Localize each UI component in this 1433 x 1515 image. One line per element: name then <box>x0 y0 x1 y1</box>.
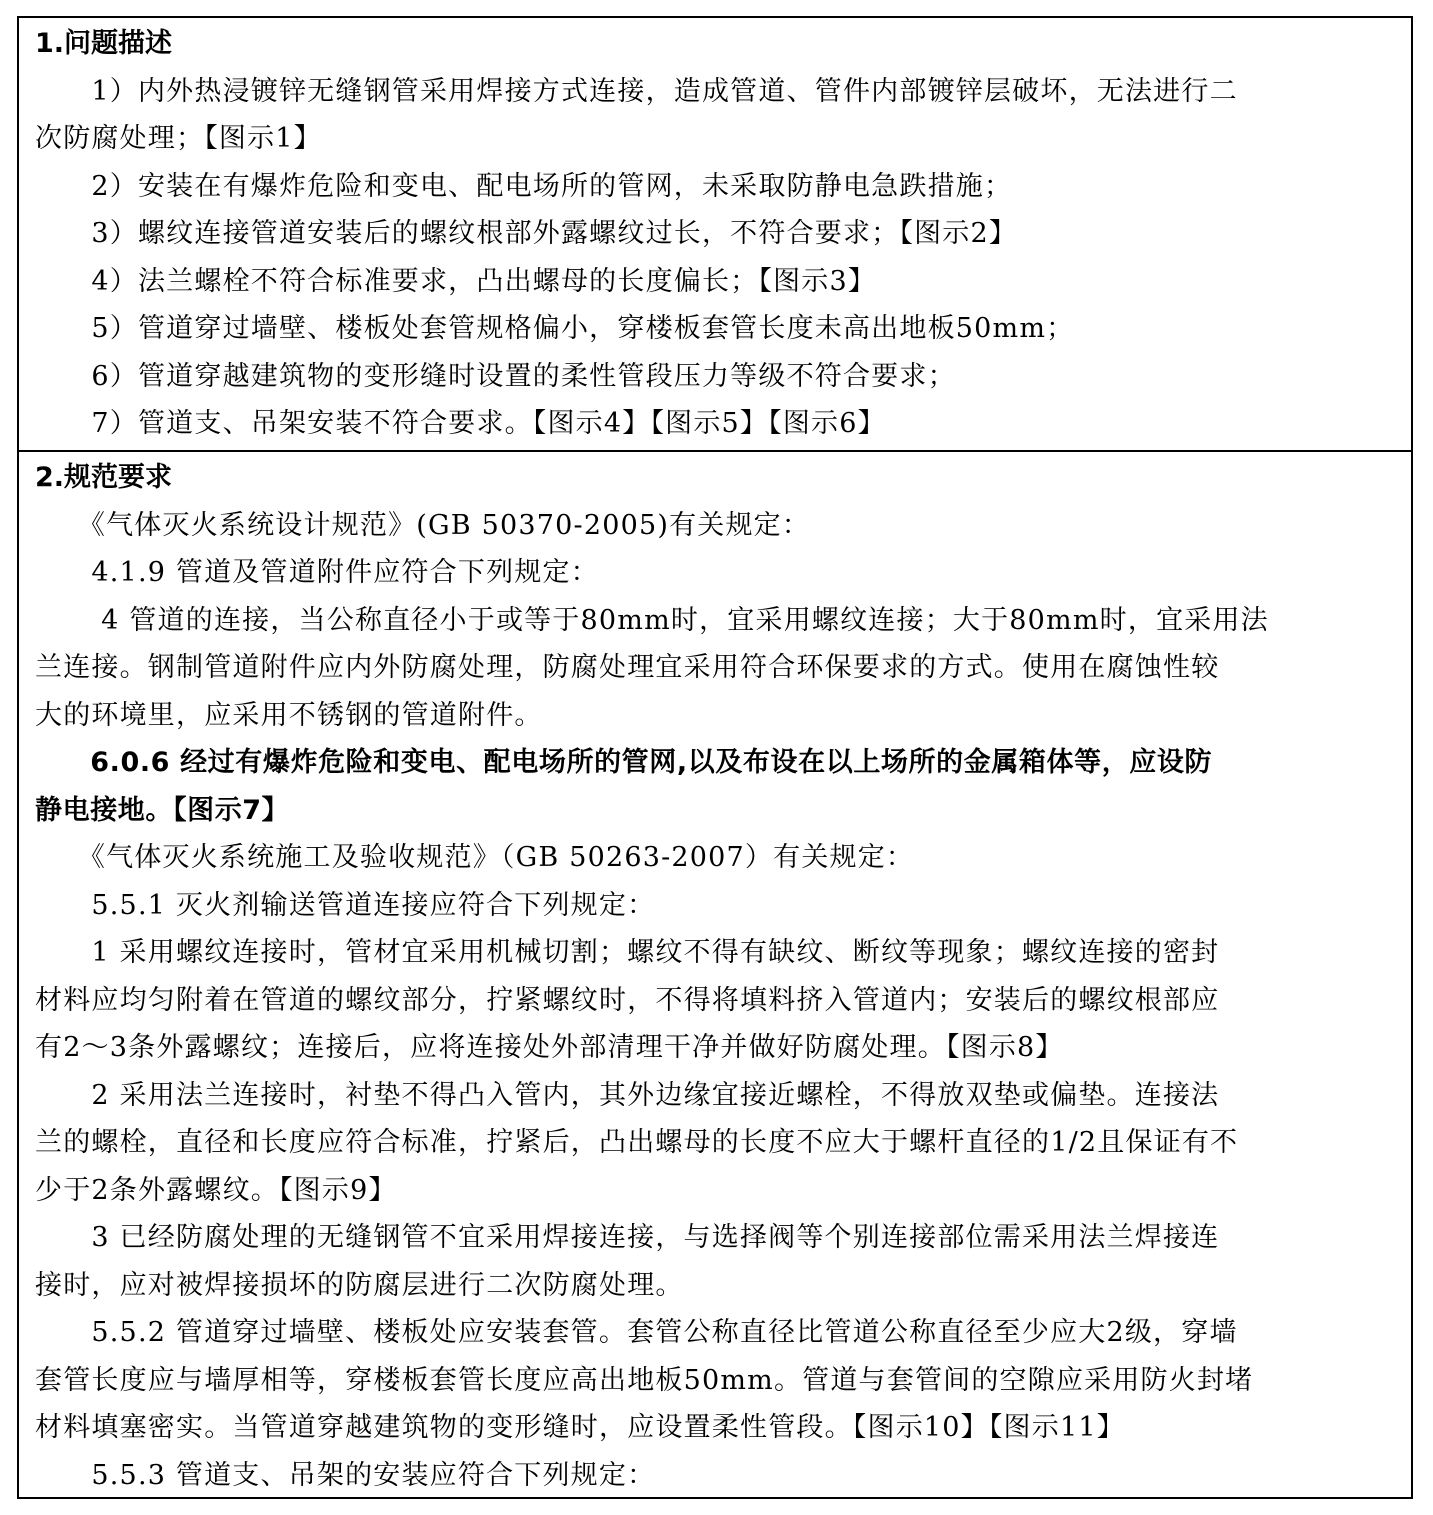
text-line: 7）管道支、吊架安装不符合要求。【图示4】【图示5】【图示6】 <box>35 408 886 439</box>
text-line: 兰的螺栓，直径和长度应符合标准，拧紧后，凸出螺母的长度不应大于螺杆直径的1/2且保证有不 <box>35 1127 1239 1158</box>
section-title: 2.规范要求 <box>35 462 173 493</box>
bold-clause-tail: 静电接地。【图示7】 <box>35 794 290 826</box>
text-line: 5.5.2 管道穿过墙壁、楼板处应安装套管。套管公称直径比管道公称直径至少应大2级，穿墙 <box>35 1317 1238 1348</box>
document-frame <box>17 16 1413 1499</box>
text-line: 6）管道穿越建筑物的变形缝时设置的柔性管段压力等级不符合要求； <box>35 360 956 392</box>
text-line: 3）螺纹连接管道安装后的螺纹根部外露螺纹过长，不符合要求；【图示2】 <box>35 218 1018 249</box>
text-line: 材料填塞密实。当管道穿越建筑物的变形缝时，应设置柔性管段。【图示10】【图示11】 <box>35 1412 1125 1443</box>
text-line: 《气体灭火系统施工及验收规范》（GB 50263-2007）有关规定： <box>35 842 915 873</box>
text-line: 接时，应对被焊接损坏的防腐层进行二次防腐处理。 <box>35 1269 684 1301</box>
bold-clause-line: 6.0.6 经过有爆炸危险和变电、配电场所的管网,以及布设在以上场所的金属箱体等，应设防 <box>35 747 1213 778</box>
code-requirements-section <box>19 452 1411 1497</box>
text-line: 次防腐处理；【图示1】 <box>35 123 322 154</box>
section-title: 1.问题描述 <box>35 28 173 59</box>
text-line: 5.5.3 管道支、吊架的安装应符合下列规定： <box>35 1459 656 1491</box>
text-line: 3 已经防腐处理的无缝钢管不宜采用焊接连接，与选择阀等个别连接部位需采用法兰焊接连 <box>35 1222 1220 1253</box>
text-line: 4）法兰螺栓不符合标准要求，凸出螺母的长度偏长；【图示3】 <box>35 265 877 297</box>
text-line: 少于2条外露螺纹。【图示9】 <box>35 1174 397 1206</box>
text-line: 有2～3条外露螺纹；连接后，应将连接处外部清理干净并做好防腐处理。【图示8】 <box>35 1032 1064 1063</box>
text-line: 1）内外热浸镀锌无缝钢管采用焊接方式连接，造成管道、管件内部镀锌层破坏，无法进行二 <box>35 75 1238 107</box>
problem-description-section <box>19 18 1411 452</box>
text-line: 5）管道穿过墙壁、楼板处套管规格偏小，穿楼板套管长度未高出地板50mm； <box>35 313 1075 344</box>
text-line: 4.1.9 管道及管道附件应符合下列规定： <box>35 557 599 588</box>
text-line: 大的环境里，应采用不锈钢的管道附件。 <box>35 699 543 731</box>
text-line: 4 管道的连接，当公称直径小于或等于80mm时，宜采用螺纹连接；大于80mm时，宜采用法 <box>35 604 1269 636</box>
text-line: 材料应均匀附着在管道的螺纹部分，拧紧螺纹时，不得将填料挤入管道内；安装后的螺纹根部应 <box>35 984 1220 1016</box>
text-line: 兰连接。钢制管道附件应内外防腐处理，防腐处理宜采用符合环保要求的方式。使用在腐蚀性较 <box>35 652 1220 683</box>
text-line: 1 采用螺纹连接时，管材宜采用机械切割；螺纹不得有缺纹、断纹等现象；螺纹连接的密封 <box>35 937 1220 968</box>
text-line: 2）安装在有爆炸危险和变电、配电场所的管网，未采取防静电急跌措施； <box>35 170 1013 202</box>
text-line: 2 采用法兰连接时，衬垫不得凸入管内，其外边缘宜接近螺栓，不得放双垫或偏垫。连接法 <box>35 1079 1220 1111</box>
mixed-clause-line <box>35 787 1395 835</box>
text-line: 5.5.1 灭火剂输送管道连接应符合下列规定： <box>35 889 656 921</box>
text-line: 套管长度应与墙厚相等，穿楼板套管长度应高出地板50mm。管道与套管间的空隙应采用防火封堵 <box>35 1364 1254 1396</box>
text-line: 《气体灭火系统设计规范》(GB 50370-2005)有关规定： <box>35 509 811 541</box>
